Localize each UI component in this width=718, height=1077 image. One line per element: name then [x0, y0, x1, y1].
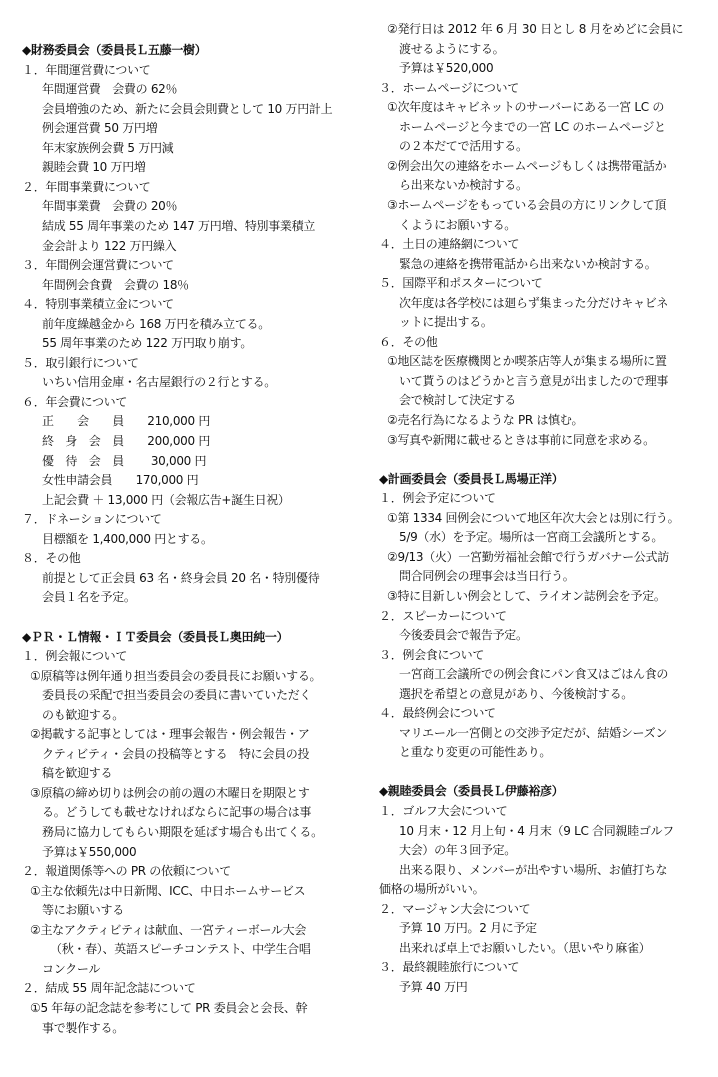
text-line: ホームページと今までの一宮 LC のホームページと	[399, 119, 666, 134]
text-line: 稿を歓迎する	[42, 766, 113, 781]
text-line: 予算 10 万円。2 月に予定	[399, 921, 537, 936]
text-line: ③写真や新聞に載せるときは事前に同意を求める。	[387, 432, 655, 447]
text-line: の２本だてで活用する。	[399, 139, 528, 154]
text-line: 親睦会費 10 万円増	[42, 160, 146, 175]
text-line: 予算は￥520,000	[399, 61, 494, 76]
text-line: 今後委員会で報告予定。	[399, 628, 528, 643]
text-line: 価格の場所がいい。	[379, 882, 485, 897]
text-line: ２．スピーカーについて	[379, 608, 507, 623]
text-line: ２．結成 55 周年記念誌について	[22, 981, 196, 996]
text-line: マリエール一宮側との交渉予定だが、結婚シーズン	[399, 725, 668, 740]
text-line: ら出来ないか検討する。	[399, 178, 528, 193]
text-line: 例会運営費 50 万円増	[42, 121, 158, 136]
text-line: 正 会 員 210,000 円	[42, 414, 211, 429]
text-line: ②主なアクティビティは献血、一宮ティーボール大会	[30, 922, 307, 937]
section-heading: ◆財務委員会（委員長Ｌ五藤一樹）	[22, 43, 207, 57]
text-line: ３．年間例会運営費について	[22, 258, 174, 273]
text-line: ６．その他	[379, 334, 438, 349]
section-heading: ◆ＰＲ・Ｌ情報・ＩＴ委員会（委員長Ｌ奥田純一）	[22, 629, 289, 644]
text-line: ５．取引銀行について	[22, 355, 139, 370]
text-line: ②9/13（火）一宮勤労福祉会館で行うガバナー公式訪	[387, 549, 669, 564]
text-line: ットに提出する。	[399, 315, 493, 330]
text-line: 年末家族例会費 5 万円減	[42, 140, 174, 155]
text-line: 目標額を 1,400,000 円とする。	[42, 531, 213, 546]
text-line: ②掲載する記事としては・理事会報告・例会報告・ア	[30, 727, 310, 742]
text-line: ①5 年毎の記念誌を参考にして PR 委員会と会長、幹	[30, 1000, 308, 1015]
text-line: ４．最終例会について	[379, 706, 496, 721]
text-line: 選択を希望との意見があり、今後検討する。	[399, 686, 634, 701]
text-line: 出来る限り、メンバーが出やすい場所、お値打ちな	[399, 862, 668, 877]
text-line: 予算 40 万円	[399, 979, 468, 994]
text-line: ２．報道関係等への PR の依頼について	[22, 864, 231, 879]
text-line: ②売名行為になるような PR は慎む。	[387, 413, 584, 427]
text-line: 前提として正会員 63 名・終身会員 20 名・特別優待	[42, 570, 320, 585]
text-line: ４．土日の連絡網について	[379, 237, 520, 252]
text-line: ８．その他	[22, 551, 81, 566]
text-line: 終 身 会 員 200,000 円	[42, 434, 211, 448]
text-line: ③原稿の締め切りは例会の前の週の木曜日を期限とす	[30, 785, 310, 800]
text-line: ③ホームページをもっている会員の方にリンクして頂	[387, 197, 667, 212]
text-line: 緊急の連絡を携帯電話から出来ないか検討する。	[399, 256, 657, 271]
text-line: ３．最終親睦旅行について	[379, 960, 520, 975]
text-line: １．例会予定について	[379, 491, 496, 506]
text-line: コンクール	[42, 961, 101, 976]
text-line: １．年間運営費について	[22, 62, 151, 77]
text-line: 等にお願いする	[42, 903, 124, 918]
text-line: 出来れば卓上でお願いしたい。（思いやり麻雀）	[399, 940, 651, 955]
text-line: ２．マージャン大会について	[379, 901, 531, 916]
text-line: 会員増強のため、新たに会員会則費として 10 万円計上	[42, 101, 333, 116]
text-line: ①原稿等は例年通り担当委員会の委員長にお願いする。	[30, 668, 322, 683]
text-line: ４．特別事業積立金について	[22, 297, 174, 312]
text-line: 優 待 会 員 30,000 円	[42, 453, 207, 468]
text-line: （秋・春）、英語スピーチコンテスト、中学生合唱	[50, 942, 311, 957]
text-line: 前年度繰越金から 168 万円を積み立てる。	[42, 316, 270, 331]
text-line: 予算は￥550,000	[42, 844, 137, 859]
text-line: ２．年間事業費について	[22, 179, 151, 194]
text-line: 大会）の年３回予定。	[399, 843, 517, 858]
section-heading: ◆計画委員会（委員長Ｌ馬場正洋）	[379, 471, 564, 486]
text-line: ①地区誌を医療機関とか喫茶店等人が集まる場所に置	[387, 354, 667, 369]
text-line: １．ゴルフ大会について	[379, 804, 508, 818]
text-line: る。どうしても載せなければならに記事の場合は事	[42, 805, 312, 820]
text-line: 会で検討して決定する	[399, 393, 517, 408]
text-line: ５．国際平和ポスターについて	[379, 276, 543, 291]
section-heading: ◆親睦委員会（委員長Ｌ伊藤裕彦）	[379, 784, 564, 799]
text-line: 上記会費 ＋ 13,000 円（会報広告+誕生日祝）	[42, 492, 290, 507]
text-line: ①主な依頼先は中日新聞、ICC、中日ホームサービス	[30, 883, 306, 898]
text-line: １．例会報について	[22, 649, 128, 664]
text-line: 会員１名を予定。	[42, 590, 136, 605]
text-line: 金会計より 122 万円繰入	[42, 238, 177, 253]
text-line: いちい信用金庫・名古屋銀行の２行とする。	[42, 375, 277, 390]
text-line: いて貰うのはどうかと言う意見が出ましたので理事	[399, 373, 669, 388]
text-line: 10 月末・12 月上旬・4 月末（9 LC 合同親睦ゴルフ	[399, 823, 674, 838]
text-line: 結成 55 周年事業のため 147 万円増、特別事業積立	[42, 218, 316, 233]
text-line: ②例会出欠の連絡をホームページもしくは携帯電話か	[387, 158, 667, 173]
text-line: のも歓迎する。	[42, 707, 124, 722]
text-line: ３．ホームページについて	[379, 80, 519, 95]
text-line: 年間例会食費 会費の 18％	[42, 277, 189, 292]
text-line: 女性申請会員 170,000 円	[42, 473, 199, 488]
text-line: ３．例会食について	[379, 647, 485, 662]
text-line: と重なり変更の可能性あり。	[399, 745, 552, 760]
text-line: 5/9（水）を予定。場所は一宮商工会議所とする。	[399, 530, 664, 545]
text-line: クティビティ・会員の投稿等とする 特に会員の投	[42, 746, 310, 761]
text-line: ７．ドネーションについて	[22, 512, 162, 527]
text-line: ③特に目新しい例会として、ライオン誌例会を予定。	[387, 588, 666, 603]
text-line: 務局に協力してもらい期限を延ばす場合も出てくる。	[42, 825, 323, 839]
text-line: くようにお願いする。	[399, 217, 517, 232]
text-line: 一宮商工会議所での例会食にパン食又はごはん食の	[399, 667, 669, 682]
text-line: 55 周年事業のため 122 万円取り崩す。	[42, 336, 253, 351]
text-line: ①次年度はキャビネットのサーバーにある一宮 LC の	[387, 100, 665, 115]
text-line: 委員長の采配で担当委員会の委員に書いていただく	[42, 688, 312, 703]
text-line: 渡せるようにする。	[399, 41, 505, 56]
text-line: ②発行日は 2012 年 6 月 30 日とし 8 月をめどに会員に	[387, 22, 684, 36]
text-line: 年間事業費 会費の 20％	[42, 199, 178, 214]
text-line: ６．年会費について	[22, 394, 128, 409]
text-line: ①第 1334 回例会について地区年次大会とは別に行う。	[387, 510, 680, 525]
text-line: 年間運営費 会費の 62％	[42, 82, 178, 97]
text-line: 事で製作する。	[42, 1020, 124, 1035]
text-line: 次年度は各学校には廻らず集まった分だけキャビネ	[399, 295, 669, 310]
text-line: 問合同例会の理事会は当日行う。	[399, 569, 575, 584]
